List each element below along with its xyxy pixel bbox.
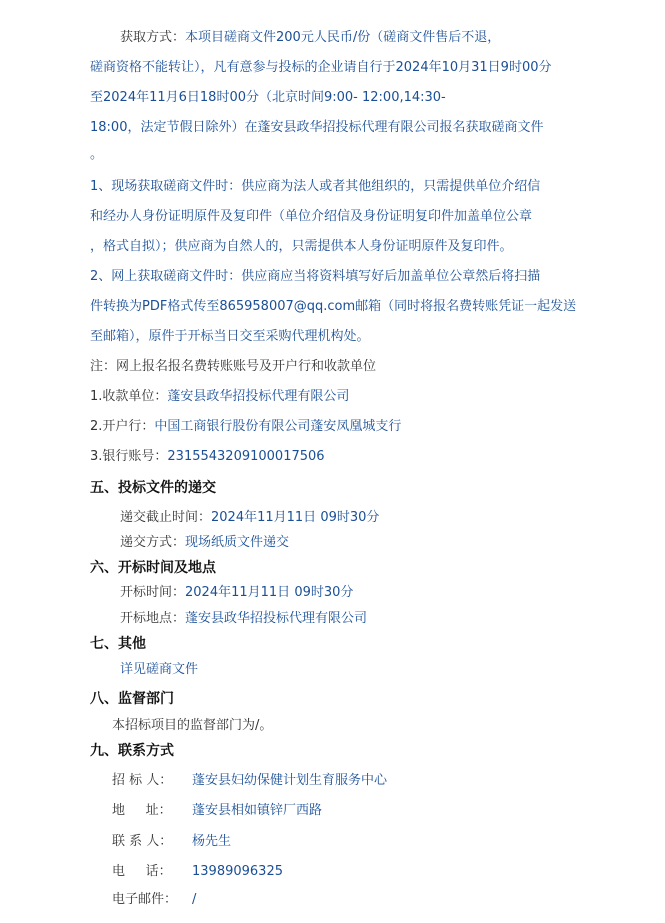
- section-7-heading: 七、其他: [90, 636, 146, 652]
- acquisition-method-line-4: 18:00，法定节假日除外）在蓬安县政华招投标代理有限公司报名获取磋商文件: [90, 120, 544, 135]
- payee-row: [90, 388, 349, 406]
- payee-value: 蓬安县政华招投标代理有限公司: [167, 389, 350, 404]
- contact-label: 电子邮件：: [112, 892, 178, 907]
- contact-value: 杨先生: [192, 834, 232, 849]
- contact-row-address: [112, 802, 322, 820]
- contact-row-tenderer: [112, 772, 387, 790]
- contact-row-phone: [112, 863, 283, 881]
- opening-time-label: 开标时间：: [120, 585, 186, 600]
- acquisition-method-line-2: 磋商资格不能转让），凡有意参与投标的企业请自行于2024年10月31日9时00分: [90, 60, 552, 75]
- opening-place-row: [120, 610, 367, 628]
- contact-value: 13989096325: [192, 864, 283, 879]
- online-acquisition-line-1: 2、网上获取磋商文件时：供应商应当将资料填写好后加盖单位公章然后将扫描: [90, 269, 541, 284]
- payment-note: 注：网上报名报名费转账账号及开户行和收款单位: [90, 359, 377, 374]
- bank-value: 中国工商银行股份有限公司蓬安凤凰城支行: [154, 419, 402, 434]
- opening-place-value: 蓬安县政华招投标代理有限公司: [185, 611, 368, 626]
- acquisition-method-label: 获取方式：: [120, 30, 186, 45]
- onsite-acquisition-line-3: ，格式自拟）；供应商为自然人的，只需提供本人身份证明原件及复印件。: [90, 239, 513, 254]
- account-value: 2315543209100017506: [167, 449, 325, 464]
- online-acquisition-line-2: 件转换为PDF格式传至865958007@qq.com邮箱（同时将报名费转账凭证一起发送: [90, 299, 577, 314]
- contact-row-person: [112, 833, 231, 851]
- acquisition-method-line-1: [120, 29, 500, 47]
- submission-deadline-row: [120, 509, 379, 527]
- opening-time-value: 2024年11月11日 09时30分: [185, 585, 354, 600]
- contact-value: 蓬安县相如镇锌厂西路: [192, 803, 323, 818]
- section-9-heading: 九、联系方式: [90, 743, 174, 759]
- bank-row: [90, 418, 401, 436]
- acquisition-method-line-3: 至2024年11月6日18时00分（北京时间9:00- 12:00,14:30-: [90, 90, 446, 105]
- bank-label: 2.开户行：: [90, 419, 155, 434]
- submission-method-row: [120, 534, 289, 552]
- online-acquisition-line-3: 至邮箱），原件于开标当日交至采购代理机构处。: [90, 329, 370, 344]
- section-6-heading: 六、开标时间及地点: [90, 560, 216, 576]
- other-details-text: 详见磋商文件: [120, 662, 199, 677]
- submission-deadline-value: 2024年11月11日 09时30分: [211, 510, 380, 525]
- opening-place-label: 开标地点：: [120, 611, 186, 626]
- supervision-text: 本招标项目的监督部门为/。: [112, 718, 273, 733]
- acquisition-method-line-5: 。: [90, 147, 104, 162]
- payee-label: 1.收款单位：: [90, 389, 168, 404]
- acquisition-method-text: 本项目磋商文件200元人民币/份（磋商文件售后不退，: [185, 30, 501, 45]
- contact-value: 蓬安县妇幼保健计划生育服务中心: [192, 773, 388, 788]
- account-row: [90, 448, 325, 466]
- onsite-acquisition-line-1: 1、现场获取磋商文件时：供应商为法人或者其他组织的，只需提供单位介绍信: [90, 179, 541, 194]
- contact-label: 电 话：: [112, 864, 172, 879]
- submission-deadline-label: 递交截止时间：: [120, 510, 212, 525]
- contact-value: /: [192, 892, 197, 907]
- onsite-acquisition-line-2: 和经办人身份证明原件及复印件（单位介绍信及身份证明复印件加盖单位公章: [90, 209, 533, 224]
- contact-row-email: [112, 891, 196, 909]
- section-8-heading: 八、监督部门: [90, 691, 174, 707]
- submission-method-value: 现场纸质文件递交: [185, 535, 290, 550]
- section-5-heading: 五、投标文件的递交: [90, 480, 216, 496]
- contact-label: 地 址：: [112, 803, 172, 818]
- contact-label: 招 标 人：: [112, 773, 173, 788]
- contact-label: 联 系 人：: [112, 834, 173, 849]
- opening-time-row: [120, 584, 353, 602]
- submission-method-label: 递交方式：: [120, 535, 186, 550]
- account-label: 3.银行账号：: [90, 449, 168, 464]
